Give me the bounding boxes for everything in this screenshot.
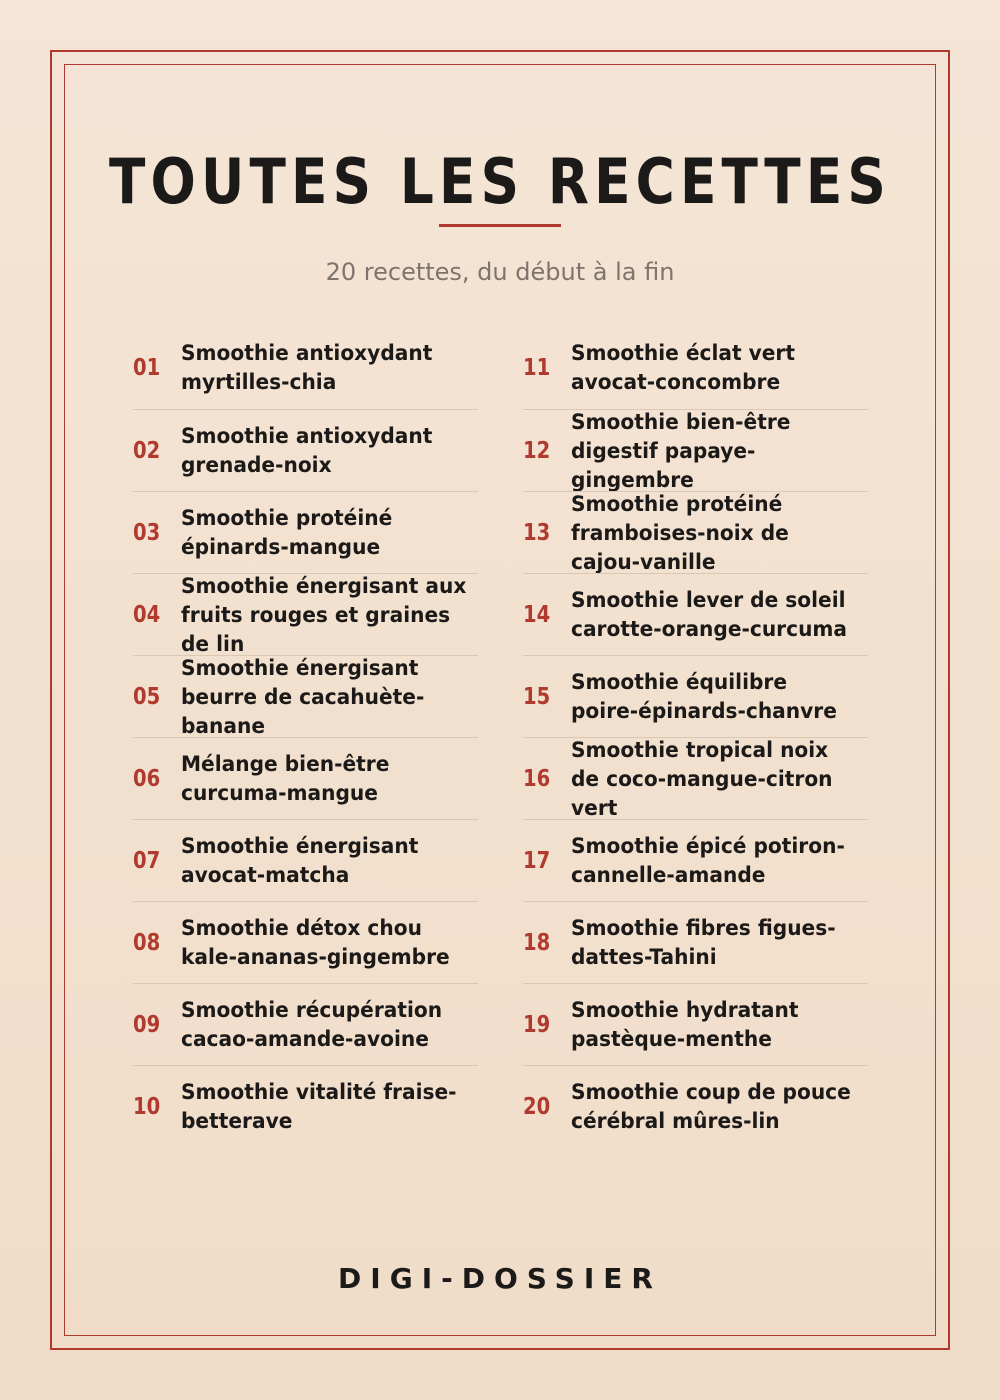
recipe-name: Smoothie antioxydant myrtilles-chia bbox=[181, 341, 433, 394]
recipe-list-right bbox=[523, 327, 868, 1147]
recipe-number: 15 bbox=[523, 684, 551, 710]
recipe-number: 03 bbox=[133, 520, 161, 546]
recipe-number: 06 bbox=[133, 766, 161, 792]
recipe-name: Smoothie tropical noix de coco-mangue-citron vert bbox=[571, 737, 833, 820]
recipe-name: Smoothie fibres figues-dattes-Tahini bbox=[571, 916, 836, 969]
recipe-number: 12 bbox=[523, 438, 551, 464]
recipe-name: Smoothie éclat vert avocat-concombre bbox=[571, 341, 796, 394]
recipe-item bbox=[523, 983, 868, 1065]
recipe-number: 11 bbox=[523, 355, 551, 381]
recipe-name: Smoothie détox chou kale-ananas-gingembre bbox=[181, 916, 450, 969]
recipe-item bbox=[133, 327, 478, 409]
recipe-name: Mélange bien-être curcuma-mangue bbox=[181, 752, 390, 805]
recipe-number: 17 bbox=[523, 848, 551, 874]
recipe-item bbox=[133, 901, 478, 983]
title-underline bbox=[439, 224, 561, 227]
recipe-item bbox=[133, 655, 478, 737]
recipe-item bbox=[133, 491, 478, 573]
recipe-name: Smoothie protéiné framboises-noix de cajou-vanille bbox=[571, 491, 789, 574]
recipe-number: 08 bbox=[133, 930, 161, 956]
recipe-number: 18 bbox=[523, 930, 551, 956]
recipe-item bbox=[523, 409, 868, 491]
recipe-number: 16 bbox=[523, 766, 551, 792]
recipe-number: 02 bbox=[133, 438, 161, 464]
recipe-item bbox=[523, 327, 868, 409]
recipe-name: Smoothie énergisant aux fruits rouges et graines de lin bbox=[181, 573, 467, 656]
recipe-name: Smoothie vitalité fraise-betterave bbox=[181, 1080, 457, 1133]
recipe-number: 13 bbox=[523, 520, 551, 546]
recipe-item bbox=[523, 1065, 868, 1147]
recipe-number: 07 bbox=[133, 848, 161, 874]
recipe-name: Smoothie antioxydant grenade-noix bbox=[181, 424, 433, 477]
recipe-number: 20 bbox=[523, 1094, 551, 1120]
recipe-name: Smoothie énergisant beurre de cacahuète-banane bbox=[181, 655, 425, 738]
recipe-name: Smoothie hydratant pastèque-menthe bbox=[571, 998, 799, 1051]
recipe-item bbox=[133, 737, 478, 819]
recipe-name: Smoothie bien-être digestif papaye-gingembre bbox=[571, 409, 791, 492]
recipe-name: Smoothie protéiné épinards-mangue bbox=[181, 506, 393, 559]
recipe-number: 09 bbox=[133, 1012, 161, 1038]
recipe-item bbox=[133, 409, 478, 491]
recipe-item bbox=[523, 655, 868, 737]
page-subtitle: 20 recettes, du début à la fin bbox=[325, 258, 675, 286]
recipe-number: 01 bbox=[133, 355, 161, 381]
recipe-number: 10 bbox=[133, 1094, 161, 1120]
recipe-name: Smoothie lever de soleil carotte-orange-curcuma bbox=[571, 588, 848, 641]
recipe-name: Smoothie équilibre poire-épinards-chanvre bbox=[571, 670, 837, 723]
recipe-name: Smoothie coup de pouce cérébral mûres-lin bbox=[571, 1080, 851, 1133]
recipe-list-left bbox=[133, 327, 478, 1147]
recipe-number: 04 bbox=[133, 602, 161, 628]
page-title: TOUTES LES RECETTES bbox=[108, 145, 891, 218]
recipe-item bbox=[133, 1065, 478, 1147]
recipe-item bbox=[133, 983, 478, 1065]
brand-footer: DIGI-DOSSIER bbox=[338, 1262, 662, 1295]
recipe-item bbox=[523, 573, 868, 655]
recipe-item bbox=[523, 901, 868, 983]
recipe-item bbox=[133, 819, 478, 901]
recipe-number: 05 bbox=[133, 684, 161, 710]
recipe-item bbox=[523, 737, 868, 819]
recipe-name: Smoothie énergisant avocat-matcha bbox=[181, 834, 419, 887]
recipe-name: Smoothie récupération cacao-amande-avoine bbox=[181, 998, 443, 1051]
recipe-item bbox=[523, 491, 868, 573]
recipe-number: 14 bbox=[523, 602, 551, 628]
recipe-item bbox=[523, 819, 868, 901]
recipe-number: 19 bbox=[523, 1012, 551, 1038]
recipe-name: Smoothie épicé potiron-cannelle-amande bbox=[571, 834, 845, 887]
recipe-item bbox=[133, 573, 478, 655]
